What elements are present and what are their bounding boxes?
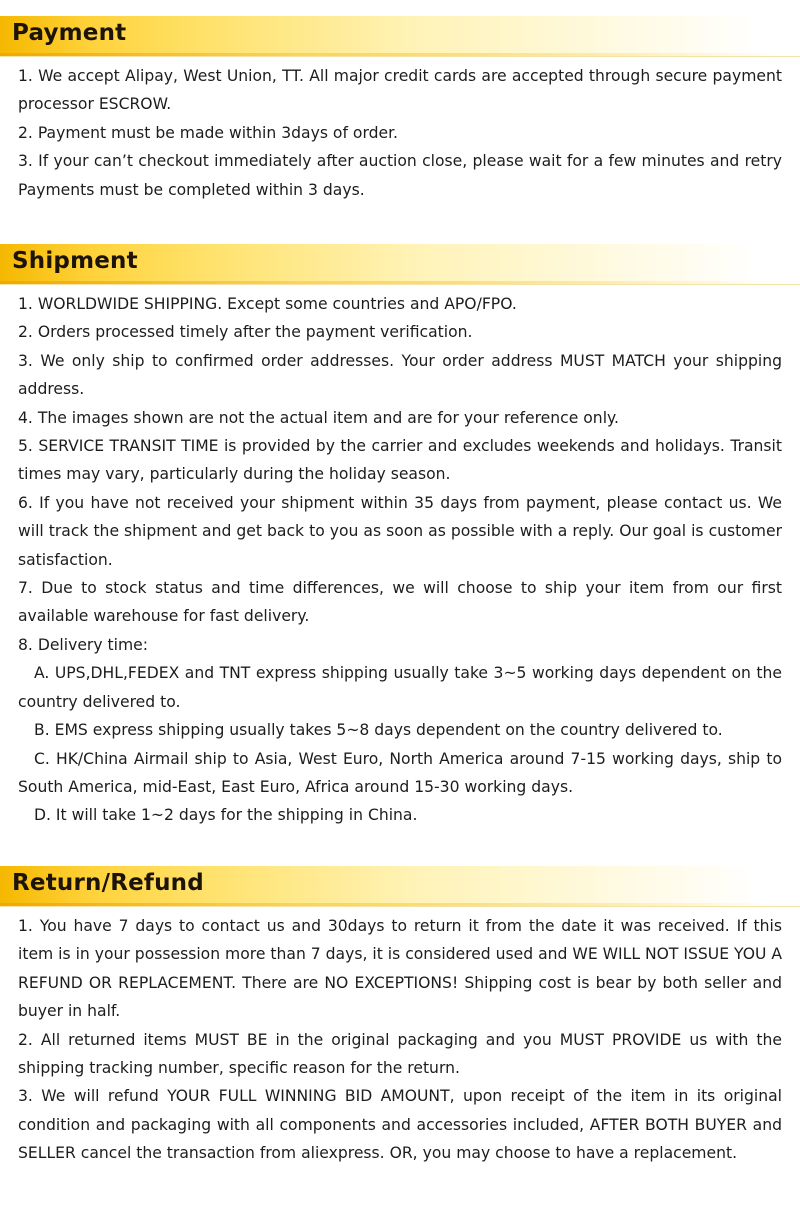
shipment-item: 3. We only ship to confirmed order addresses. Your order address MUST MATCH your shipping address. xyxy=(18,351,782,399)
refund-header xyxy=(0,866,800,907)
shipment-item: 2. Orders processed timely after the payment verification. xyxy=(18,323,473,342)
payment-title: Payment xyxy=(12,20,127,46)
refund-item: 1. You have 7 days to contact us and 30days to return it from the date it was received. If this item is in your possession more than 7 days, it is considered used and WE WILL NOT ISSUE YOU A REFUND OR REPLACEMENT. There are NO EXCEPTIONS! Shipping cost is bear by both seller and buyer in half. xyxy=(18,917,783,1021)
delivery-option: A. UPS,DHL,FEDEX and TNT express shipping usually take 3~5 working days dependent on the country delivered to. xyxy=(18,664,782,711)
refund-section xyxy=(0,866,800,1163)
shipment-list xyxy=(18,290,782,830)
shipment-item: 7. Due to stock status and time differences, we will choose to ship your item from our first available warehouse for fast delivery. xyxy=(18,579,782,626)
refund-title: Return/Refund xyxy=(12,870,204,896)
refund-item: 2. All returned items MUST BE in the original packaging and you MUST PROVIDE us with the shipping tracking number, specific reason for the return. xyxy=(18,1030,782,1078)
shipment-item: 5. SERVICE TRANSIT TIME is provided by the carrier and excludes weekends and holidays. Transit times may vary, particularly during the holiday season. xyxy=(18,437,782,484)
refund-item: 3. We will refund YOUR FULL WINNING BID AMOUNT, upon receipt of the item in its original condition and packaging with all components and accessories included, AFTER BOTH BUYER and SELLER cancel the transaction from aliexpress. OR, you may choose to have a replacement. xyxy=(18,1087,782,1163)
refund-list xyxy=(18,912,782,1168)
shipment-item: 4. The images shown are not the actual item and are for your reference only. xyxy=(18,408,619,427)
payment-item: 2. Payment must be made within 3days of order. xyxy=(18,123,399,142)
delivery-option: C. HK/China Airmail ship to Asia, West Euro, North America around 7-15 working days, ship to South America, mid-East, East Euro, Africa around 15-30 working days. xyxy=(18,749,782,796)
header-underline xyxy=(0,903,800,906)
shipment-item: 8. Delivery time: xyxy=(18,635,149,654)
payment-item: 3. If your can’t checkout immediately after auction close, please wait for a few minutes and retry Payments must be completed within 3 days. xyxy=(18,152,782,199)
shipment-item: 6. If you have not received your shipment within 35 days from payment, please contact us. We will track the shipment and get back to you as soon as possible with a reply. Our goal is customer satisfaction. xyxy=(18,493,782,569)
delivery-option: B. EMS express shipping usually takes 5~8 days dependent on the country delivered to. xyxy=(34,721,723,740)
payment-section xyxy=(0,16,800,199)
payment-list xyxy=(18,62,782,204)
header-underline xyxy=(0,53,800,56)
delivery-option: D. It will take 1~2 days for the shipping in China. xyxy=(34,806,418,825)
shipment-header xyxy=(0,244,800,285)
header-underline xyxy=(0,281,800,284)
shipment-section xyxy=(0,244,800,825)
shipment-title: Shipment xyxy=(12,248,138,274)
payment-header xyxy=(0,16,800,57)
shipment-item: 1. WORLDWIDE SHIPPING. Except some countries and APO/FPO. xyxy=(18,295,517,313)
payment-item: 1. We accept Alipay, West Union, TT. All major credit cards are accepted through secure payment processor ESCROW. xyxy=(18,67,782,114)
